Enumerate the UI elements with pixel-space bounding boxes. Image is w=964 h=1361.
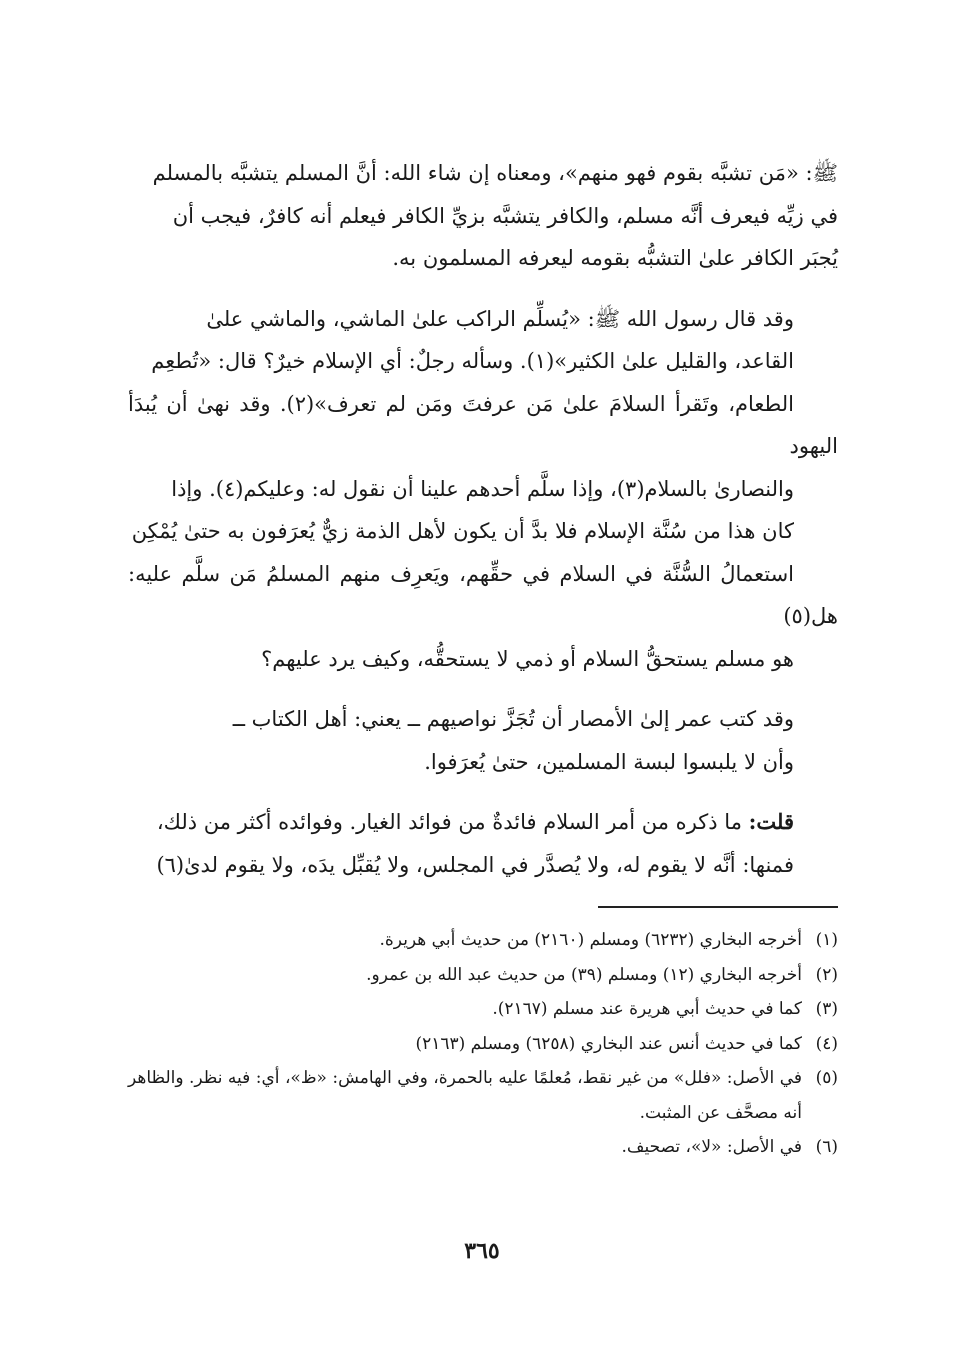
text-line: يُجبَر الكافر علىٰ التشبُّه بقومه ليعرفه المسلمون به. bbox=[392, 246, 838, 270]
footnote bbox=[128, 992, 838, 1027]
footnote-number: (٤) bbox=[815, 1033, 838, 1054]
page-number: ٣٦٥ bbox=[464, 1238, 500, 1264]
text-line: وقد كتب عمر إلىٰ الأمصار أن تُجَزَّ نواصيهم ــ يعني: أهل الكتاب ــ bbox=[232, 707, 794, 731]
footnote-number: (٦) bbox=[815, 1137, 838, 1157]
text-line: قلت: ما ذكره من أمر السلام فائدةٌ من فوائد الغيار. وفوائده أكثر من ذلك، bbox=[156, 809, 794, 834]
paragraph-3 bbox=[128, 698, 838, 783]
paragraph-2 bbox=[128, 298, 838, 681]
footnote-number: (٢) bbox=[815, 964, 838, 985]
footnote bbox=[128, 1027, 838, 1062]
text-line: ﷺ: «مَن تشبَّه بقوم فهو منهم»، ومعناه إن شاء الله: أنَّ المسلم يتشبَّه بالمسلم bbox=[152, 161, 838, 185]
footnote-text: كما في حديث أنس عند البخاري (٦٢٥٨) ومسلم (٢١٦٣) bbox=[415, 1033, 802, 1054]
footnote bbox=[128, 1130, 838, 1165]
footnote bbox=[128, 923, 838, 958]
text-line: فمنها: أنَّه لا يقوم له، ولا يُصدَّر في المجلس، ولا يُقبِّل يدَه، ولا يقوم لدىٰ(٦) bbox=[156, 852, 794, 877]
text-line: وقد قال رسول الله ﷺ: «يُسلِّم الراكب علىٰ الماشي، والماشي علىٰ bbox=[206, 306, 794, 331]
text-line: القاعد، والقليل علىٰ الكثير»(١). وسأله رجلٌ: أي الإسلام خيرٌ؟ قال: «تُطعِم bbox=[151, 349, 794, 373]
footnote-text: كما في حديث أبي هريرة عند مسلم (٢١٦٧). bbox=[492, 999, 802, 1019]
footnote-text: أخرجه البخاري (١٢) ومسلم (٣٩) من حديث عبد الله بن عمرو. bbox=[366, 964, 802, 985]
footnote-text: في الأصل: «فلل» من غير نقط، مُعلمًا عليه بالحمرة، وفي الهامش: «ظ»، أي: فيه نظر. والظاهر أنه مصحَّف عن المثبت. bbox=[128, 1068, 802, 1123]
text-line: في زيِّه فيعرف أنَّه مسلم، والكافر يتشبَّه بزيِّ الكافر فيعلم أنه كافرٌ، فيجب أن bbox=[172, 203, 838, 228]
text-line: والنصارىٰ بالسلام(٣)، وإذا سلَّم أحدهم علينا أن نقول له: وعليكم(٤). وإذا bbox=[171, 476, 794, 501]
lead-word: قلت: bbox=[748, 809, 794, 834]
paragraph-1 bbox=[128, 152, 838, 280]
main-text bbox=[128, 152, 838, 904]
text-line: وأن لا يلبسوا لبسة المسلمين، حتىٰ يُعرَفوا. bbox=[424, 749, 794, 774]
footnote-text: في الأصل: «لا»، تصحيف. bbox=[621, 1137, 802, 1157]
footnote-number: (١) bbox=[815, 930, 838, 950]
footnote bbox=[128, 1061, 838, 1130]
footnote-text: أخرجه البخاري (٦٢٣٢) ومسلم (٢١٦٠) من حديث أبي هريرة. bbox=[379, 930, 802, 950]
paragraph-4 bbox=[128, 801, 838, 886]
footnote-number: (٥) bbox=[815, 1068, 838, 1088]
text-line: استعمالُ السُّنَّة في السلام في حقِّهم، ويَعرِف منهم المسلمُ مَن سلَّم عليه: هل(٥) bbox=[128, 561, 838, 628]
footnotes bbox=[128, 923, 838, 1165]
text-line: كان هذا من سُنَّة الإسلام فلا بدَّ أن يكون لأهل الذمة زيٌّ يُعرَفون به حتىٰ يُمْكِن bbox=[131, 519, 794, 543]
footnote bbox=[128, 958, 838, 993]
footnote-number: (٣) bbox=[815, 999, 838, 1019]
text-line: الطعام، وتَقرأ السلامَ علىٰ مَن عرفتَ ومَن لم تعرف»(٢). وقد نهىٰ أن يُبدَأ اليهود bbox=[128, 391, 838, 458]
footnote-divider bbox=[598, 906, 838, 908]
text-line: هو مسلم يستحقُّ السلام أو ذمي لا يستحقُّه، وكيف يرد عليهم؟ bbox=[261, 646, 794, 671]
